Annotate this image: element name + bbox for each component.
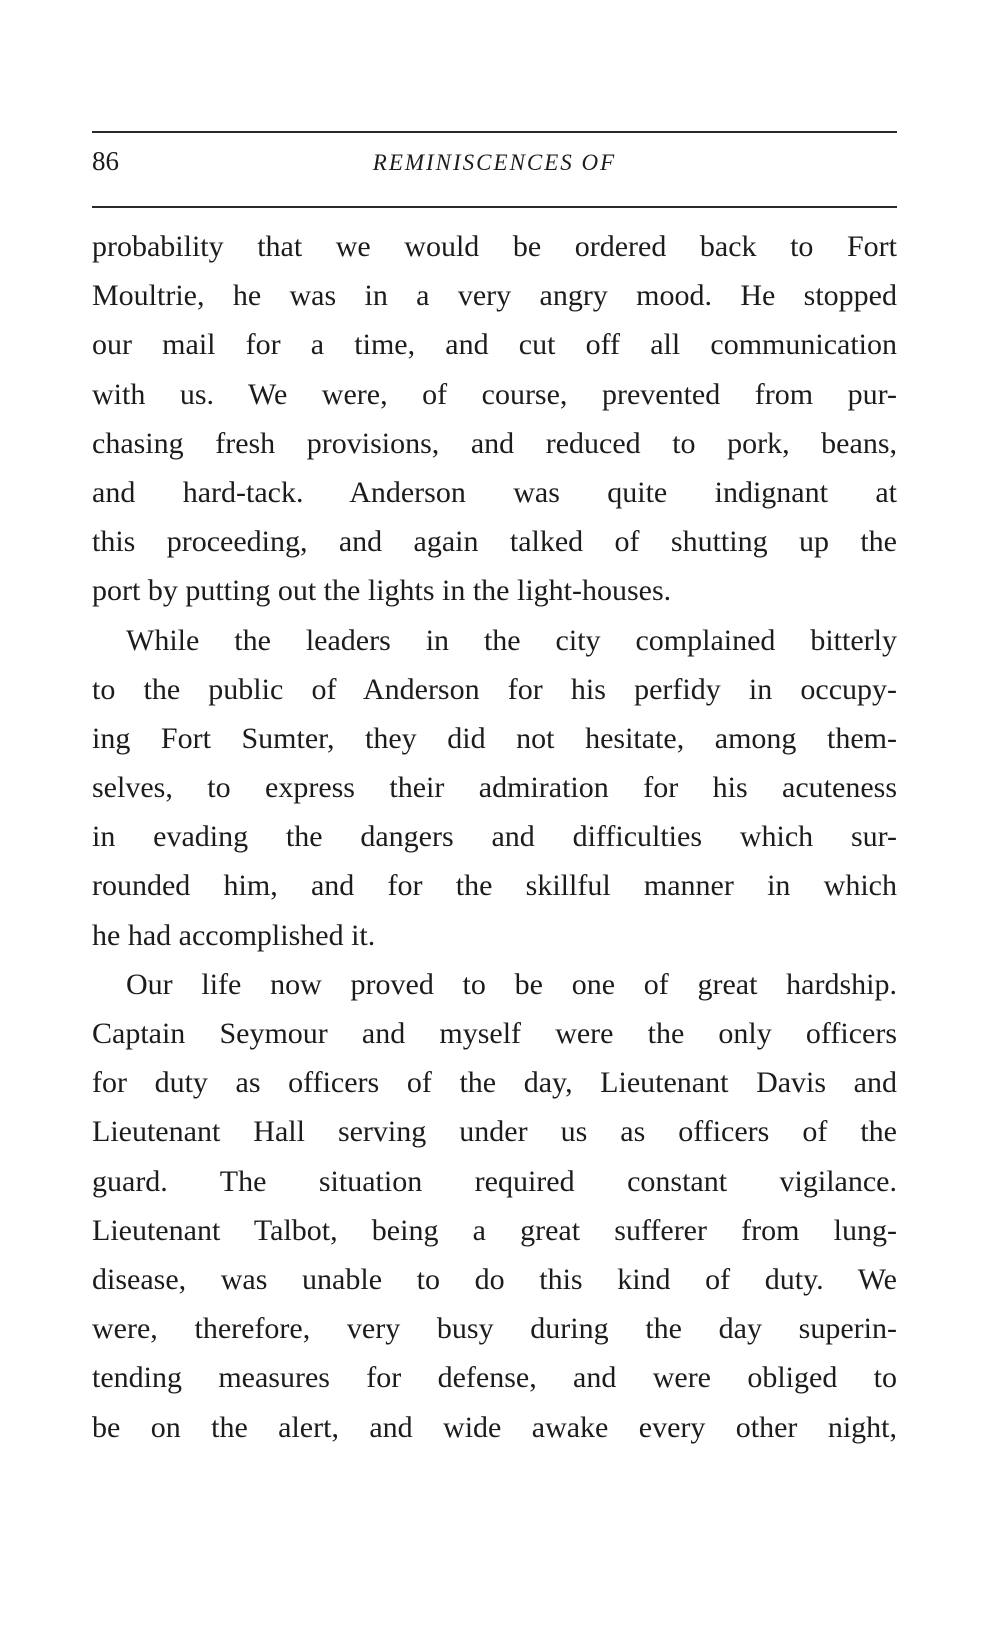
text-line: our mail for a time, and cut off all communication <box>92 328 897 362</box>
header-top-rule <box>92 131 897 133</box>
text-line: and hard-tack. Anderson was quite indignant at <box>92 475 897 509</box>
text-line: tending measures for defense, and were obliged to <box>92 1361 897 1395</box>
text-line: port by putting out the lights in the light-houses. <box>92 574 672 608</box>
page-number: 86 <box>92 146 119 176</box>
text-line: While the leaders in the city complained bitterly <box>126 623 897 657</box>
text-line: Moultrie, he was in a very angry mood. He stopped <box>92 279 897 313</box>
text-line: this proceeding, and again talked of shutting up the <box>92 525 897 559</box>
text-line: he had accomplished it. <box>92 918 376 952</box>
paragraph-2 <box>92 616 897 960</box>
body-text <box>92 222 897 1452</box>
text-line: Lieutenant Talbot, being a great sufferer from lung- <box>92 1213 897 1247</box>
text-line: Our life now proved to be one of great hardship. <box>126 967 897 1001</box>
text-line: Captain Seymour and myself were the only officers <box>92 1017 897 1050</box>
text-line: probability that we would be ordered back to Fort <box>92 230 897 263</box>
text-line: for duty as officers of the day, Lieutenant Davis and <box>92 1066 897 1100</box>
page-header <box>92 146 897 186</box>
header-bottom-rule <box>92 206 897 208</box>
running-title: REMINISCENCES OF <box>372 150 617 175</box>
text-line: with us. We were, of course, prevented from pur- <box>92 377 897 411</box>
text-line: in evading the dangers and difficulties which sur- <box>92 820 897 854</box>
paragraph-1 <box>92 222 897 616</box>
paragraph-3 <box>92 960 897 1452</box>
text-line: disease, was unable to do this kind of duty. We <box>92 1262 897 1296</box>
text-line: chasing fresh provisions, and reduced to pork, beans, <box>92 426 897 460</box>
text-line: Lieutenant Hall serving under us as officers of the <box>92 1115 897 1149</box>
text-line: guard. The situation required constant vigilance. <box>92 1164 897 1198</box>
text-line: were, therefore, very busy during the day superin- <box>92 1312 897 1346</box>
text-line: to the public of Anderson for his perfidy in occupy- <box>92 672 897 706</box>
text-line: selves, to express their admiration for his acuteness <box>92 771 897 805</box>
text-line: ing Fort Sumter, they did not hesitate, among them- <box>92 721 897 755</box>
text-line: be on the alert, and wide awake every other night, <box>92 1410 897 1444</box>
text-line: rounded him, and for the skillful manner in which <box>92 869 897 903</box>
